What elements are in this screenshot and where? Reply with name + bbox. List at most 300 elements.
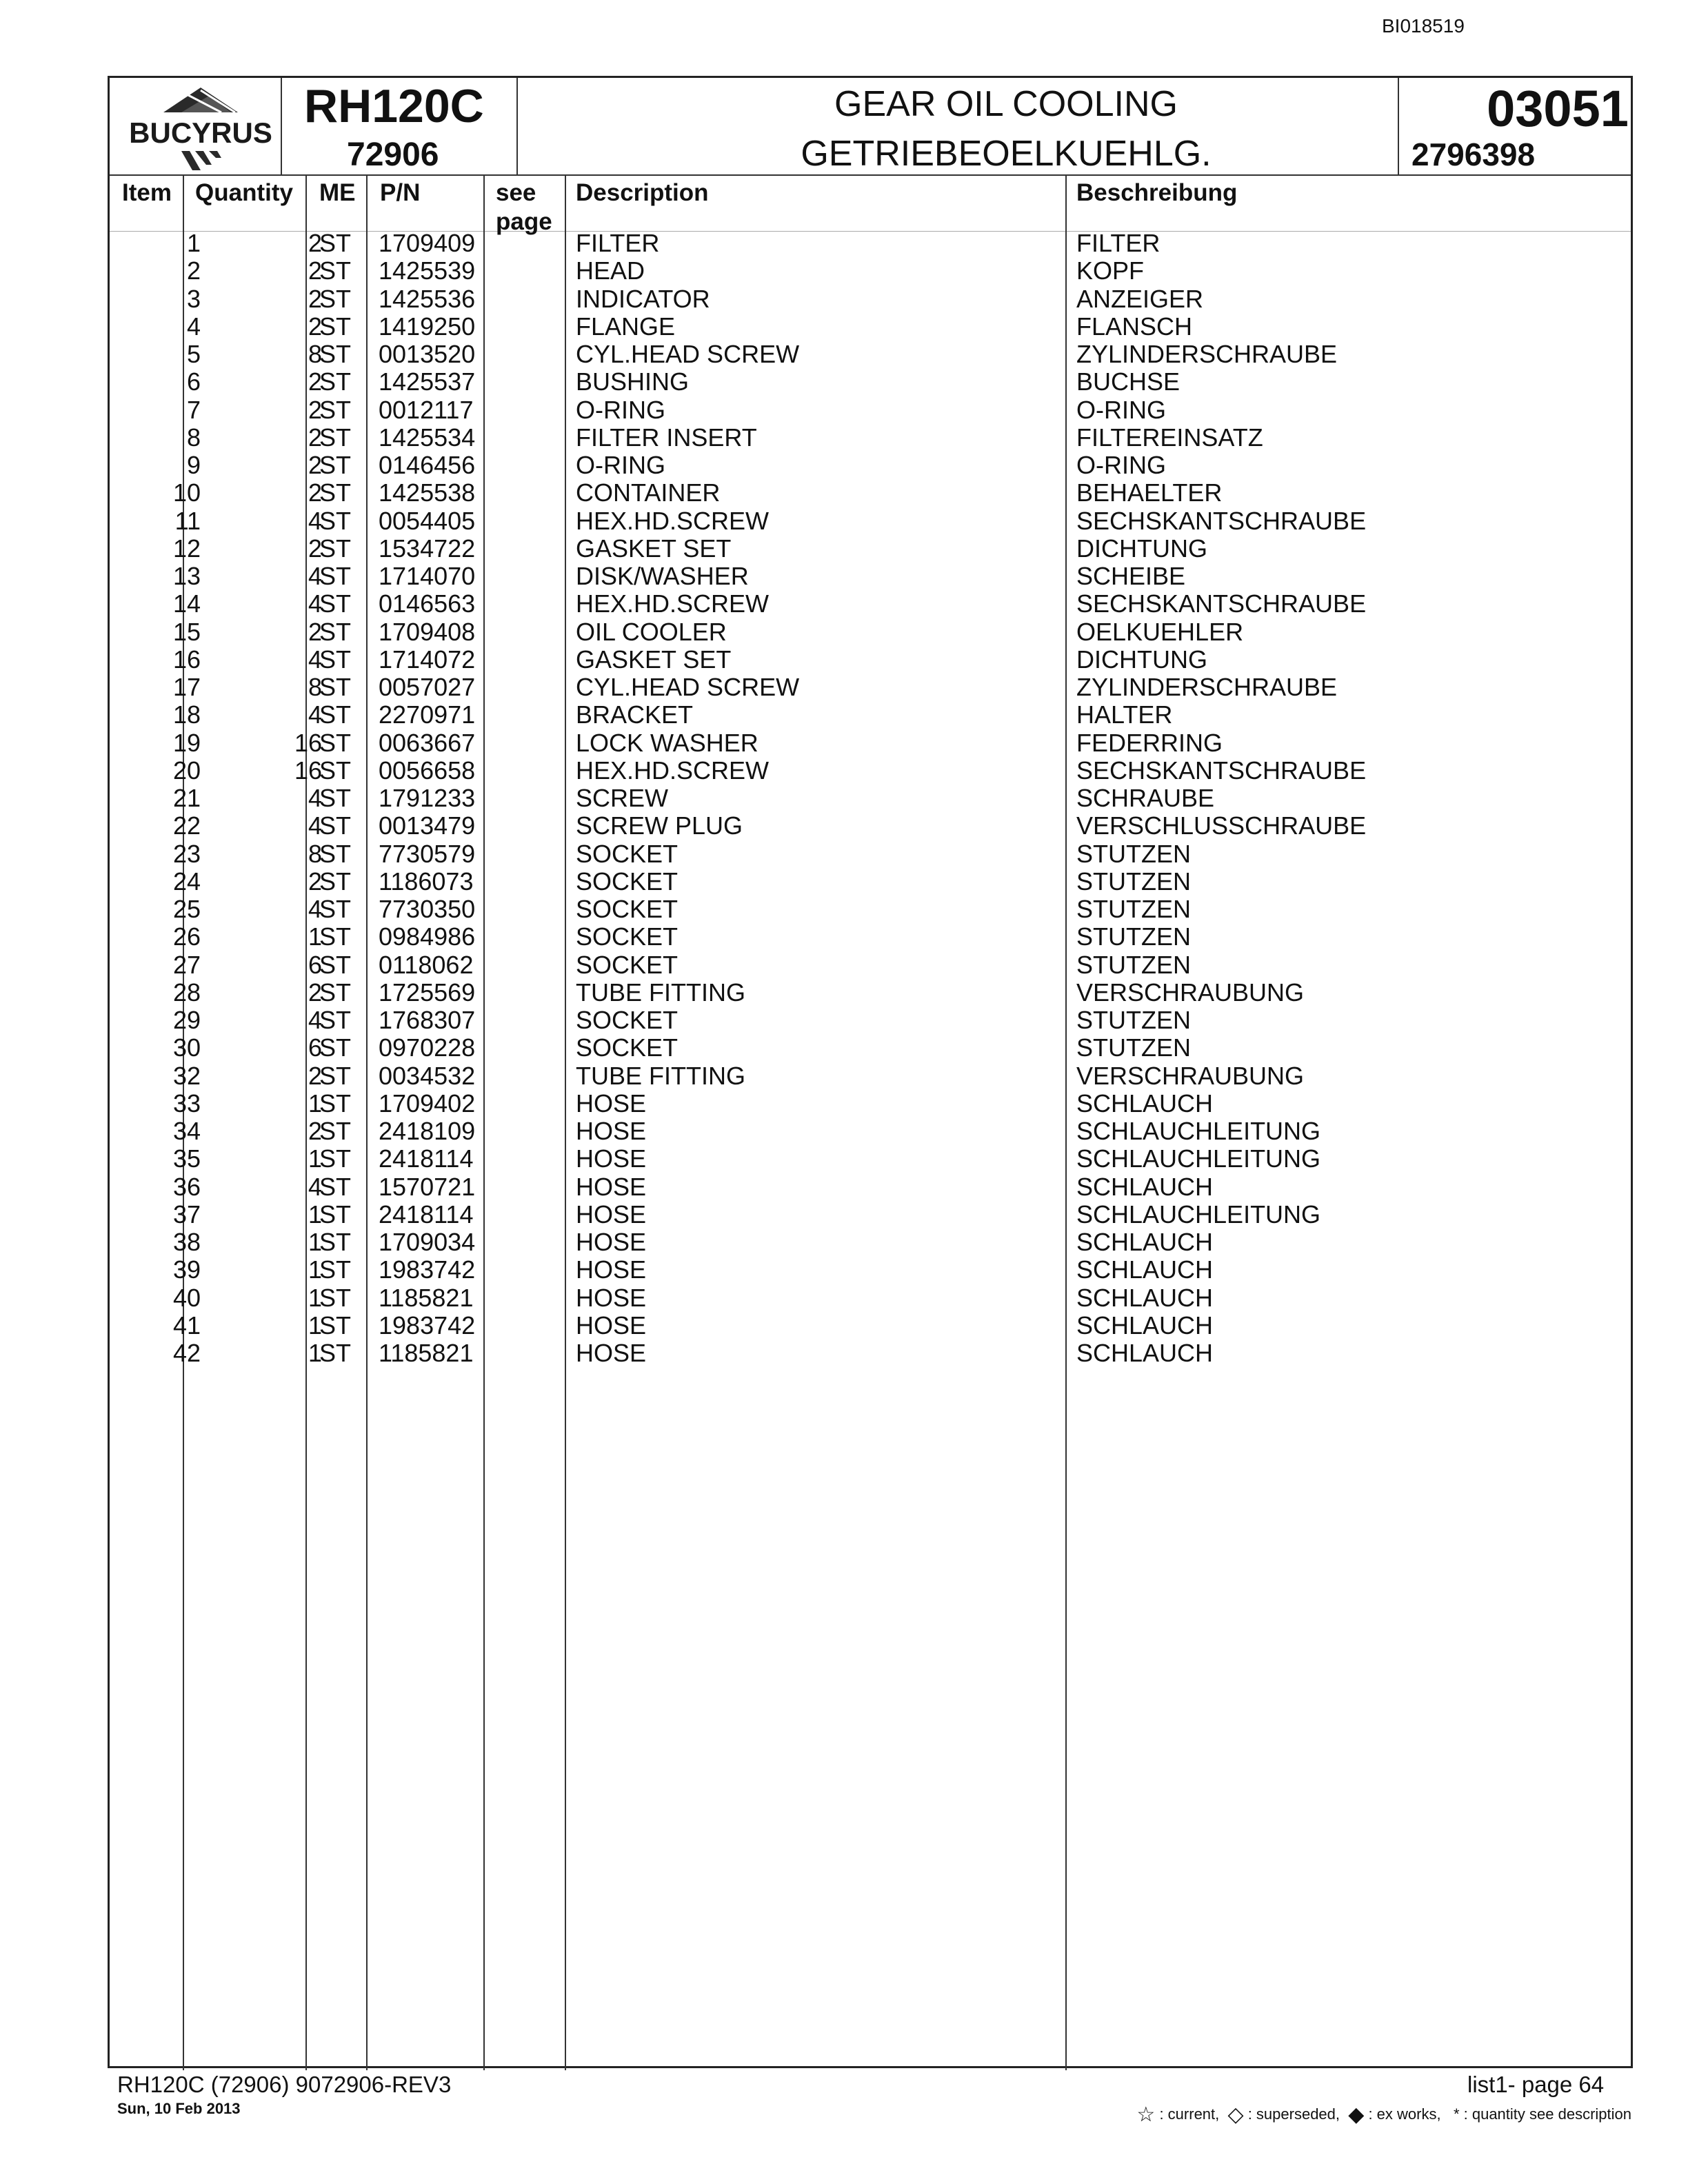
quantity-cell: 2 <box>308 451 322 479</box>
asterisk-icon: * <box>1453 2105 1460 2123</box>
item-cell: 4 <box>186 312 201 341</box>
beschreibung-cell: VERSCHRAUBUNG <box>1076 978 1305 1007</box>
symbol-legend <box>1136 2103 1631 2127</box>
quantity-cell: 4 <box>308 811 322 840</box>
description-cell: HEX.HD.SCREW <box>576 506 770 535</box>
diamond-filled-icon: ◆ <box>1348 2103 1365 2126</box>
me-cell: ST <box>319 312 352 341</box>
beschreibung-cell: SCHLAUCHLEITUNG <box>1076 1144 1321 1173</box>
item-cell: 38 <box>172 1228 201 1256</box>
quantity-cell: 1 <box>308 1311 322 1339</box>
description-cell: SOCKET <box>576 895 679 923</box>
table-row <box>110 1284 1631 1312</box>
me-cell: ST <box>319 284 352 313</box>
description-cell: BUSHING <box>576 367 690 396</box>
beschreibung-cell: HALTER <box>1076 700 1173 729</box>
me-cell: ST <box>319 395 352 424</box>
me-cell: ST <box>319 340 352 368</box>
item-cell: 13 <box>172 562 201 590</box>
part-number-cell: 0057027 <box>379 673 476 701</box>
me-cell: ST <box>319 839 352 868</box>
part-number-cell: 0056658 <box>379 756 476 785</box>
col-header-pn: P/N <box>380 179 421 206</box>
part-number-cell: 1425536 <box>379 284 476 313</box>
part-number-cell: 1709409 <box>379 229 476 257</box>
me-cell: ST <box>319 1089 352 1118</box>
quantity-cell: 4 <box>308 1172 322 1201</box>
part-number-cell: 2418114 <box>379 1200 474 1228</box>
beschreibung-cell: BUCHSE <box>1076 367 1180 396</box>
description-cell: CONTAINER <box>576 478 721 507</box>
table-row <box>110 1228 1631 1256</box>
quantity-cell: 2 <box>308 867 322 896</box>
me-cell: ST <box>319 1061 352 1090</box>
me-cell: ST <box>319 922 352 951</box>
item-cell: 11 <box>174 506 201 535</box>
quantity-cell: 4 <box>308 700 322 729</box>
me-cell: ST <box>319 1255 352 1284</box>
table-row <box>110 1145 1631 1173</box>
table-row <box>110 646 1631 674</box>
me-cell: ST <box>319 1283 352 1312</box>
beschreibung-cell: STUTZEN <box>1076 950 1191 979</box>
me-cell: ST <box>319 256 352 285</box>
description-cell: HOSE <box>576 1117 647 1145</box>
part-number-cell: 0970228 <box>379 1033 476 1062</box>
description-cell: CYL.HEAD SCREW <box>576 673 800 701</box>
beschreibung-cell: VERSCHLUSSCHRAUBE <box>1076 811 1367 840</box>
beschreibung-cell: SECHSKANTSCHRAUBE <box>1076 756 1367 785</box>
part-number-cell: 0013479 <box>379 811 476 840</box>
quantity-cell: 2 <box>308 423 322 452</box>
table-row <box>110 1312 1631 1339</box>
me-cell: ST <box>319 1117 352 1145</box>
col-header-page: page <box>496 208 552 235</box>
me-cell: ST <box>319 1006 352 1034</box>
description-cell: FILTER INSERT <box>576 423 757 452</box>
table-row <box>110 285 1631 313</box>
description-cell: HOSE <box>576 1228 647 1256</box>
beschreibung-cell: SCHLAUCHLEITUNG <box>1076 1117 1321 1145</box>
quantity-cell: 2 <box>308 312 322 341</box>
beschreibung-cell: BEHAELTER <box>1076 478 1223 507</box>
col-header-see: see <box>496 179 536 206</box>
table-row <box>110 896 1631 923</box>
table-row <box>110 868 1631 896</box>
table-row <box>110 396 1631 424</box>
part-number-cell: 1709034 <box>379 1228 476 1256</box>
quantity-cell: 1 <box>308 1283 322 1312</box>
description-cell: GASKET SET <box>576 645 732 674</box>
description-cell: HOSE <box>576 1172 647 1201</box>
me-cell: ST <box>319 1200 352 1228</box>
item-cell: 8 <box>186 423 201 452</box>
description-cell: HOSE <box>576 1200 647 1228</box>
footer-page-number: list1- page 64 <box>1467 2072 1605 2097</box>
me-cell: ST <box>319 229 352 257</box>
parts-table-body <box>110 230 1631 1367</box>
part-number-cell: 1725569 <box>379 978 476 1007</box>
description-cell: SOCKET <box>576 950 679 979</box>
title-german: GETRIEBEOELKUEHLG. <box>801 134 1212 174</box>
quantity-cell: 4 <box>308 784 322 812</box>
part-number-cell: 1425537 <box>379 367 476 396</box>
quantity-cell: 2 <box>308 284 322 313</box>
table-row <box>110 923 1631 951</box>
item-cell: 26 <box>172 922 201 951</box>
description-cell: HEAD <box>576 256 645 285</box>
item-cell: 16 <box>172 645 201 674</box>
quantity-cell: 2 <box>308 978 322 1007</box>
part-number-cell: 7730579 <box>379 839 476 868</box>
table-row <box>110 1062 1631 1090</box>
part-number-cell: 0034532 <box>379 1061 476 1090</box>
item-cell: 7 <box>186 395 201 424</box>
table-row <box>110 1201 1631 1228</box>
quantity-cell: 4 <box>308 562 322 590</box>
me-cell: ST <box>319 1172 352 1201</box>
table-row <box>110 257 1631 285</box>
me-cell: ST <box>319 617 352 646</box>
quantity-cell: 2 <box>308 478 322 507</box>
beschreibung-cell: SECHSKANTSCHRAUBE <box>1076 506 1367 535</box>
item-cell: 41 <box>172 1311 201 1339</box>
item-cell: 17 <box>172 673 201 701</box>
item-cell: 28 <box>172 978 201 1007</box>
item-cell: 40 <box>172 1283 201 1312</box>
description-cell: FILTER <box>576 229 660 257</box>
model-name: RH120C <box>304 80 484 132</box>
beschreibung-cell: FILTEREINSATZ <box>1076 423 1263 452</box>
beschreibung-cell: SECHSKANTSCHRAUBE <box>1076 589 1367 618</box>
beschreibung-cell: STUTZEN <box>1076 1006 1191 1034</box>
table-row <box>110 507 1631 535</box>
legend-superseded: : superseded, <box>1247 2105 1340 2123</box>
part-number-cell: 1186073 <box>379 867 474 896</box>
part-number-cell: 1425538 <box>379 478 476 507</box>
part-number-cell: 0012117 <box>379 395 474 424</box>
description-cell: TUBE FITTING <box>576 978 745 1007</box>
col-header-item: Item <box>122 179 172 206</box>
beschreibung-cell: FLANSCH <box>1076 312 1193 341</box>
part-number-cell: 1419250 <box>379 312 476 341</box>
item-cell: 12 <box>172 534 201 563</box>
beschreibung-cell: ZYLINDERSCHRAUBE <box>1076 340 1338 368</box>
group-number: 03051 <box>1487 80 1629 137</box>
legend-ex-works: : ex works, <box>1368 2105 1441 2123</box>
footer-date: Sun, 10 Feb 2013 <box>117 2100 241 2117</box>
quantity-cell: 4 <box>308 895 322 923</box>
description-cell: DISK/WASHER <box>576 562 749 590</box>
me-cell: ST <box>319 367 352 396</box>
description-cell: HOSE <box>576 1255 647 1284</box>
item-cell: 34 <box>172 1117 201 1145</box>
me-cell: ST <box>319 478 352 507</box>
beschreibung-cell: SCHLAUCH <box>1076 1283 1214 1312</box>
item-cell: 29 <box>172 1006 201 1034</box>
me-cell: ST <box>319 700 352 729</box>
part-number-cell: 7730350 <box>379 895 476 923</box>
quantity-cell: 2 <box>308 1117 322 1145</box>
quantity-cell: 1 <box>308 1228 322 1256</box>
legend-quantity: : quantity see description <box>1463 2105 1631 2123</box>
quantity-cell: 4 <box>308 589 322 618</box>
beschreibung-cell: O-RING <box>1076 451 1166 479</box>
description-cell: SOCKET <box>576 1006 679 1034</box>
description-cell: OIL COOLER <box>576 617 727 646</box>
description-cell: O-RING <box>576 451 665 479</box>
me-cell: ST <box>319 756 352 785</box>
quantity-cell: 2 <box>308 256 322 285</box>
part-number-cell: 1570721 <box>379 1172 476 1201</box>
item-cell: 15 <box>172 617 201 646</box>
item-cell: 9 <box>186 451 201 479</box>
beschreibung-cell: SCHRAUBE <box>1076 784 1215 812</box>
group-sub-number: 2796398 <box>1411 136 1536 172</box>
table-row <box>110 1034 1631 1062</box>
quantity-cell: 2 <box>308 617 322 646</box>
quantity-cell: 4 <box>308 506 322 535</box>
part-number-cell: 2418109 <box>379 1117 476 1145</box>
part-number-cell: 1709408 <box>379 617 476 646</box>
item-cell: 42 <box>172 1339 201 1367</box>
me-cell: ST <box>319 1033 352 1062</box>
table-row <box>110 341 1631 368</box>
quantity-cell: 1 <box>308 1089 322 1118</box>
beschreibung-cell: ANZEIGER <box>1076 284 1204 313</box>
model-number: 72906 <box>347 136 439 173</box>
beschreibung-cell: VERSCHRAUBUNG <box>1076 1061 1305 1090</box>
table-row <box>110 1007 1631 1034</box>
description-cell: SCREW PLUG <box>576 811 743 840</box>
description-cell: SOCKET <box>576 867 679 896</box>
me-cell: ST <box>319 534 352 563</box>
quantity-cell: 1 <box>308 1200 322 1228</box>
footer-reference: RH120C (72906) 9072906-REV3 <box>117 2072 452 2097</box>
beschreibung-cell: FEDERRING <box>1076 728 1223 757</box>
table-row <box>110 701 1631 729</box>
part-number-cell: 0013520 <box>379 340 476 368</box>
item-cell: 25 <box>172 895 201 923</box>
table-row <box>110 424 1631 452</box>
quantity-cell: 2 <box>308 1061 322 1090</box>
description-cell: LOCK WASHER <box>576 728 758 757</box>
me-cell: ST <box>319 562 352 590</box>
table-row <box>110 590 1631 618</box>
quantity-cell: 6 <box>308 1033 322 1062</box>
description-cell: HOSE <box>576 1283 647 1312</box>
part-number-cell: 1185821 <box>379 1339 474 1367</box>
quantity-cell: 6 <box>308 950 322 979</box>
table-row <box>110 368 1631 396</box>
beschreibung-cell: SCHLAUCH <box>1076 1228 1214 1256</box>
beschreibung-cell: DICHTUNG <box>1076 645 1207 674</box>
part-number-cell: 1425539 <box>379 256 476 285</box>
part-number-cell: 0984986 <box>379 922 476 951</box>
part-number-cell: 1185821 <box>379 1283 474 1312</box>
col-header-see-page <box>496 179 552 236</box>
table-row <box>110 785 1631 812</box>
table-row <box>110 979 1631 1007</box>
table-row <box>110 535 1631 563</box>
beschreibung-cell: STUTZEN <box>1076 867 1191 896</box>
item-cell: 1 <box>186 229 201 257</box>
item-cell: 19 <box>172 728 201 757</box>
col-header-beschreibung: Beschreibung <box>1076 179 1238 206</box>
table-row <box>110 674 1631 701</box>
part-number-cell: 2418114 <box>379 1144 474 1173</box>
item-cell: 6 <box>186 367 201 396</box>
table-row <box>110 840 1631 868</box>
description-cell: FLANGE <box>576 312 676 341</box>
item-cell: 24 <box>172 867 201 896</box>
me-cell: ST <box>319 1311 352 1339</box>
table-row <box>110 563 1631 590</box>
part-number-cell: 1768307 <box>379 1006 476 1034</box>
table-row <box>110 1173 1631 1201</box>
part-number-cell: 1983742 <box>379 1311 476 1339</box>
description-cell: SOCKET <box>576 1033 679 1062</box>
part-number-cell: 1791233 <box>379 784 476 812</box>
table-row <box>110 479 1631 507</box>
quantity-cell: 2 <box>308 395 322 424</box>
beschreibung-cell: SCHLAUCH <box>1076 1339 1214 1367</box>
table-row <box>110 1256 1631 1284</box>
beschreibung-cell: STUTZEN <box>1076 1033 1191 1062</box>
description-cell: O-RING <box>576 395 665 424</box>
item-cell: 20 <box>172 756 201 785</box>
item-cell: 21 <box>172 784 201 812</box>
part-number-cell: 1425534 <box>379 423 476 452</box>
quantity-cell: 8 <box>308 340 322 368</box>
beschreibung-cell: STUTZEN <box>1076 895 1191 923</box>
description-cell: CYL.HEAD SCREW <box>576 340 800 368</box>
quantity-cell: 8 <box>308 839 322 868</box>
table-row <box>110 618 1631 646</box>
col-header-description: Description <box>576 179 709 206</box>
me-cell: ST <box>319 895 352 923</box>
diamond-outline-icon: ◇ <box>1227 2103 1244 2126</box>
part-number-cell: 2270971 <box>379 700 476 729</box>
table-row <box>110 729 1631 757</box>
beschreibung-cell: O-RING <box>1076 395 1166 424</box>
me-cell: ST <box>319 784 352 812</box>
me-cell: ST <box>319 423 352 452</box>
quantity-cell: 16 <box>294 728 322 757</box>
star-outline-icon: ☆ <box>1136 2103 1156 2126</box>
beschreibung-cell: SCHLAUCHLEITUNG <box>1076 1200 1321 1228</box>
bucyrus-logo <box>118 81 283 174</box>
description-cell: HOSE <box>576 1144 647 1173</box>
quantity-cell: 8 <box>308 673 322 701</box>
item-cell: 35 <box>172 1144 201 1173</box>
quantity-cell: 4 <box>308 645 322 674</box>
me-cell: ST <box>319 978 352 1007</box>
part-number-cell: 1714072 <box>379 645 476 674</box>
me-cell: ST <box>319 811 352 840</box>
item-cell: 10 <box>172 478 201 507</box>
beschreibung-cell: STUTZEN <box>1076 839 1191 868</box>
header-bottom-rule <box>110 174 1631 176</box>
beschreibung-cell: ZYLINDERSCHRAUBE <box>1076 673 1338 701</box>
item-cell: 5 <box>186 340 201 368</box>
quantity-cell: 2 <box>308 229 322 257</box>
me-cell: ST <box>319 1144 352 1173</box>
col-header-quantity: Quantity <box>195 179 293 206</box>
me-cell: ST <box>319 1339 352 1367</box>
table-row <box>110 230 1631 257</box>
me-cell: ST <box>319 728 352 757</box>
beschreibung-cell: FILTER <box>1076 229 1160 257</box>
legend-current: : current, <box>1159 2105 1220 2123</box>
title-english: GEAR OIL COOLING <box>834 84 1178 124</box>
me-cell: ST <box>319 506 352 535</box>
me-cell: ST <box>319 867 352 896</box>
part-number-cell: 1709402 <box>379 1089 476 1118</box>
quantity-cell: 2 <box>308 534 322 563</box>
svg-text:BUCYRUS: BUCYRUS <box>129 117 272 149</box>
item-cell: 27 <box>172 950 201 979</box>
beschreibung-cell: STUTZEN <box>1076 922 1191 951</box>
beschreibung-cell: SCHLAUCH <box>1076 1172 1214 1201</box>
description-cell: INDICATOR <box>576 284 710 313</box>
table-row <box>110 452 1631 479</box>
me-cell: ST <box>319 673 352 701</box>
me-cell: ST <box>319 589 352 618</box>
table-row <box>110 951 1631 979</box>
table-row <box>110 1090 1631 1118</box>
item-cell: 23 <box>172 839 201 868</box>
description-cell: HEX.HD.SCREW <box>576 756 770 785</box>
description-cell: GASKET SET <box>576 534 732 563</box>
part-number-cell: 0146456 <box>379 451 476 479</box>
quantity-cell: 2 <box>308 367 322 396</box>
me-cell: ST <box>319 645 352 674</box>
col-header-me: ME <box>319 179 356 206</box>
beschreibung-cell: SCHLAUCH <box>1076 1089 1214 1118</box>
document-id: BI018519 <box>1382 15 1465 37</box>
quantity-cell: 1 <box>308 1144 322 1173</box>
part-number-cell: 0063667 <box>379 728 476 757</box>
description-cell: HEX.HD.SCREW <box>576 589 770 618</box>
part-number-cell: 0054405 <box>379 506 476 535</box>
table-row <box>110 313 1631 341</box>
description-cell: BRACKET <box>576 700 694 729</box>
beschreibung-cell: KOPF <box>1076 256 1145 285</box>
quantity-cell: 1 <box>308 922 322 951</box>
description-cell: HOSE <box>576 1311 647 1339</box>
table-row <box>110 1339 1631 1367</box>
description-cell: SOCKET <box>576 839 679 868</box>
me-cell: ST <box>319 950 352 979</box>
item-cell: 22 <box>172 811 201 840</box>
beschreibung-cell: OELKUEHLER <box>1076 617 1244 646</box>
quantity-cell: 16 <box>294 756 322 785</box>
item-cell: 33 <box>172 1089 201 1118</box>
beschreibung-cell: SCHLAUCH <box>1076 1255 1214 1284</box>
description-cell: SOCKET <box>576 922 679 951</box>
parts-list-frame <box>108 76 1633 2068</box>
part-number-cell: 0146563 <box>379 589 476 618</box>
quantity-cell: 1 <box>308 1255 322 1284</box>
table-row <box>110 812 1631 840</box>
item-cell: 32 <box>172 1061 201 1090</box>
table-row <box>110 1118 1631 1145</box>
description-cell: HOSE <box>576 1089 647 1118</box>
item-cell: 2 <box>186 256 201 285</box>
beschreibung-cell: SCHEIBE <box>1076 562 1186 590</box>
beschreibung-cell: DICHTUNG <box>1076 534 1207 563</box>
